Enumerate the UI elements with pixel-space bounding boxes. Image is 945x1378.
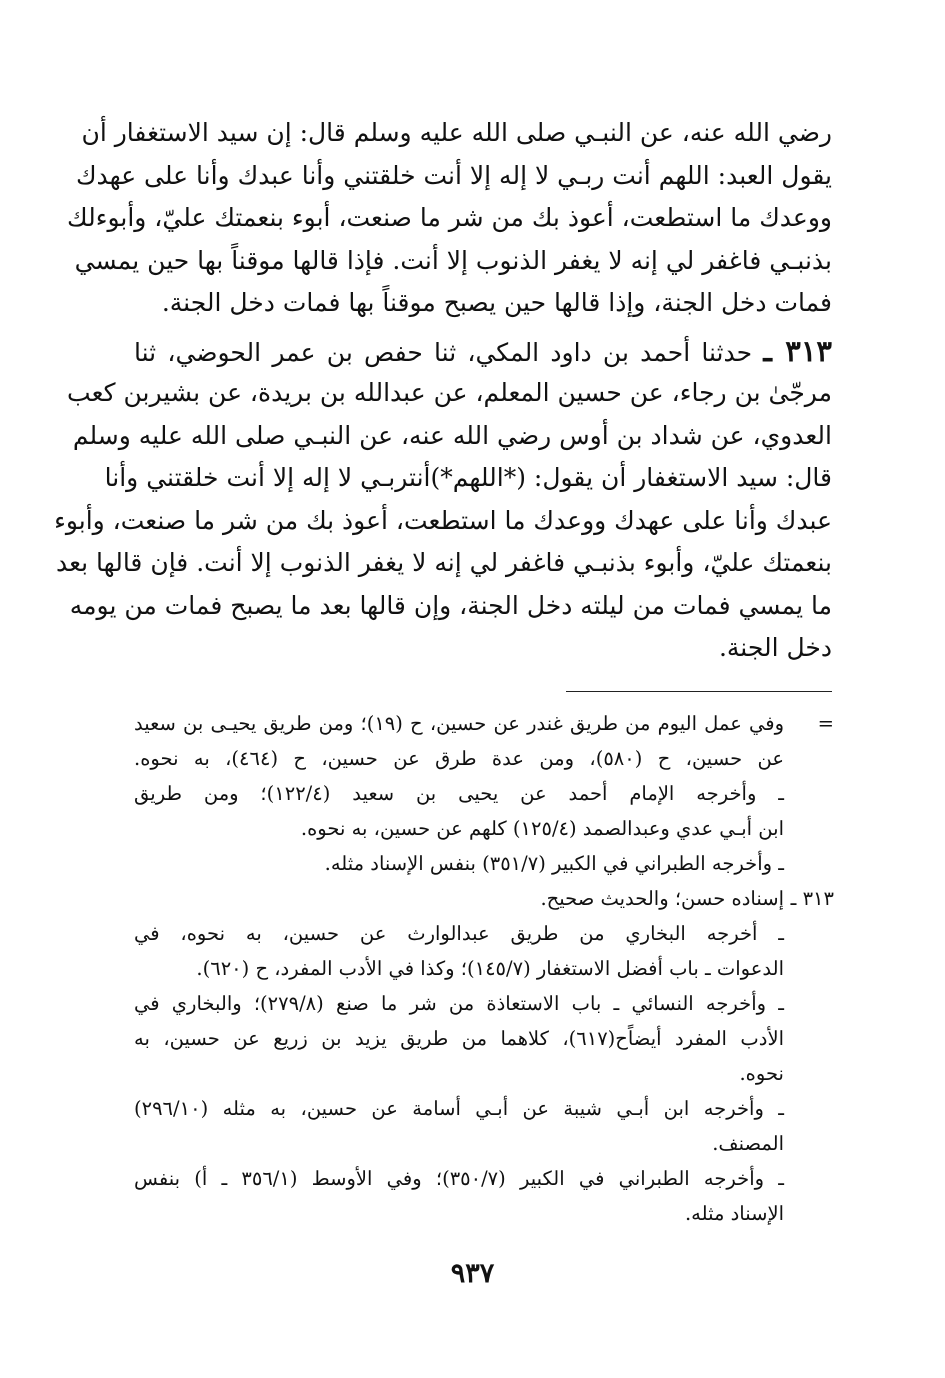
main-line: قال: سيد الاستغفار أن يقول: (*اللهم*)أنتربـي لا إله إلا أنت خلقتني وأنا	[104, 463, 832, 492]
footnote-text: ابن أبـي عدي وعبدالصمد (١٢٥/٤) كلهم عن حسين، به نحوه.	[300, 817, 784, 840]
footnote-line	[134, 776, 834, 811]
footnote-line	[134, 951, 834, 986]
footnote-mark	[784, 1056, 834, 1091]
footnote-mark	[784, 811, 834, 846]
footnote-text: ـ وأخرجه النسائي ـ باب الاستعاذة من شر ما صنع (٢٧٩/٨)؛ والبخاري في	[134, 992, 784, 1015]
main-line: رضي الله عنه، عن النبـي صلى الله عليه وسلم قال: إن سيد الاستغفار أن	[81, 118, 832, 147]
footnote-mark	[784, 986, 834, 1021]
footnote-text: وفي عمل اليوم من طريق غندر عن حسين، ح (١٩)؛ ومن طريق يحيـى بن سعيد	[134, 712, 784, 735]
footnote-line	[134, 916, 834, 951]
footnote-mark	[784, 916, 834, 951]
footnote-text: ـ وأخرجه الإمام أحمد عن يحيى بن سعيد (١٢٢/٤)؛ ومن طريق	[134, 782, 784, 805]
footnote-mark	[784, 1161, 834, 1196]
footnote-line	[134, 741, 834, 776]
hadith-number: ٣١٣ ـ	[763, 333, 833, 368]
footnote-mark	[784, 741, 834, 776]
footnote-mark	[784, 1196, 834, 1231]
footnote-line	[134, 1091, 834, 1126]
footnote-text: الدعوات ـ باب أفضل الاستغفار (١٤٥/٧)؛ وكذا في الأدب المفرد، ح (٦٢٠).	[196, 957, 784, 980]
footnotes	[134, 706, 834, 1231]
footnote-text: ـ وأخرجه ابن أبـي شيبة عن أبـي أسامة عن حسين، به مثله (٢٩٦/١٠)	[134, 1097, 784, 1120]
footnote-line	[134, 1196, 834, 1231]
main-line: العدوي، عن شداد بن أوس رضي الله عنه، عن النبـي صلى الله عليه وسلم	[72, 420, 832, 450]
footnote-line	[134, 811, 834, 846]
footnote-text: عن حسين، ح (٥٨٠)، ومن عدة طرق عن حسين، ح (٤٦٤)، به نحوه.	[134, 747, 784, 770]
footnote-text: ـ وأخرجه الطبراني في الكبير (٣٥٠/٧)؛ وفي الأوسط (٣٥٦/١ ـ أ) بنفس	[134, 1167, 784, 1190]
main-line: ووعدك ما استطعت، أعوذ بك من شر ما صنعت، أبوء بنعمتك عليّ، وأبوءلك	[67, 203, 832, 232]
footnote-line	[134, 1056, 834, 1091]
footnote-separator	[566, 691, 832, 692]
main-line: يقول العبد: اللهم أنت ربـي لا إله إلا أنت خلقتني وأنا عبدك وأنا على عهدك	[75, 160, 832, 190]
footnote-mark	[784, 951, 834, 986]
footnote-text: نحوه.	[739, 1062, 784, 1085]
footnote-mark	[784, 1091, 834, 1126]
footnote-text: ـ وأخرجه الطبراني في الكبير (٣٥١/٧) بنفس الإسناد مثله.	[324, 852, 784, 875]
footnote-mark	[784, 846, 834, 881]
hadith-opening: حدثنا أحمد بن داود المكي، ثنا حفص بن عمر الحوضي، ثنا	[134, 337, 753, 367]
footnote-text: الإسناد مثله.	[684, 1202, 784, 1225]
footnote-mark	[784, 1021, 834, 1056]
main-line: بذنبـي فاغفر لي إنه لا يغفر الذنوب إلا أنت. فإذا قالها موقناً بها حين يمسي	[74, 245, 832, 275]
main-line: فمات دخل الجنة، وإذا قالها حين يصبح موقناً بها فمات دخل الجنة.	[161, 288, 832, 317]
footnote-line	[134, 846, 834, 881]
footnote-line	[134, 706, 834, 741]
footnote-mark	[784, 776, 834, 811]
main-line: بنعمتك عليّ، وأبوء بذنبـي فاغفر لي إنه لا يغفر الذنوب إلا أنت. فإن قالها بعد	[55, 548, 832, 577]
footnote-line	[134, 1021, 834, 1056]
footnote-text: إسناده حسن؛ والحديث صحيح.	[540, 887, 784, 910]
footnote-line	[134, 1161, 834, 1196]
footnote-text: ـ أخرجه البخاري من طريق عبدالوارث عن حسين، به نحوه، في	[134, 922, 784, 945]
main-line: دخل الجنة.	[718, 633, 832, 662]
footnote-line	[134, 881, 834, 916]
footnote-text: المصنف.	[712, 1132, 784, 1155]
main-line: ما يمسي فمات من ليلته دخل الجنة، وإن قالها بعد ما يصبح فمات من يومه	[69, 590, 832, 620]
hadith-first-line	[134, 330, 832, 373]
main-line: مرجّىٰ بن رجاء، عن حسين المعلم، عن عبدالله بن بريدة، عن بشيربن كعب	[67, 378, 832, 407]
footnote-mark	[784, 1126, 834, 1161]
footnote-mark: ٣١٣ ـ	[790, 887, 834, 910]
footnote-line	[134, 986, 834, 1021]
page-number: ٩٣٧	[450, 1258, 495, 1289]
footnote-line	[134, 1126, 834, 1161]
footnote-text: الأدب المفرد أيضاًح(٦١٧)، كلاهما من طريق يزيد بن زريع عن حسين، به	[134, 1027, 784, 1050]
footnote-mark: =	[817, 712, 834, 735]
main-line: عبدك وأنا على عهدك ووعدك ما استطعت، أعوذ بك من شر ما صنعت، وأبوء	[54, 505, 832, 535]
main-text	[54, 112, 833, 670]
